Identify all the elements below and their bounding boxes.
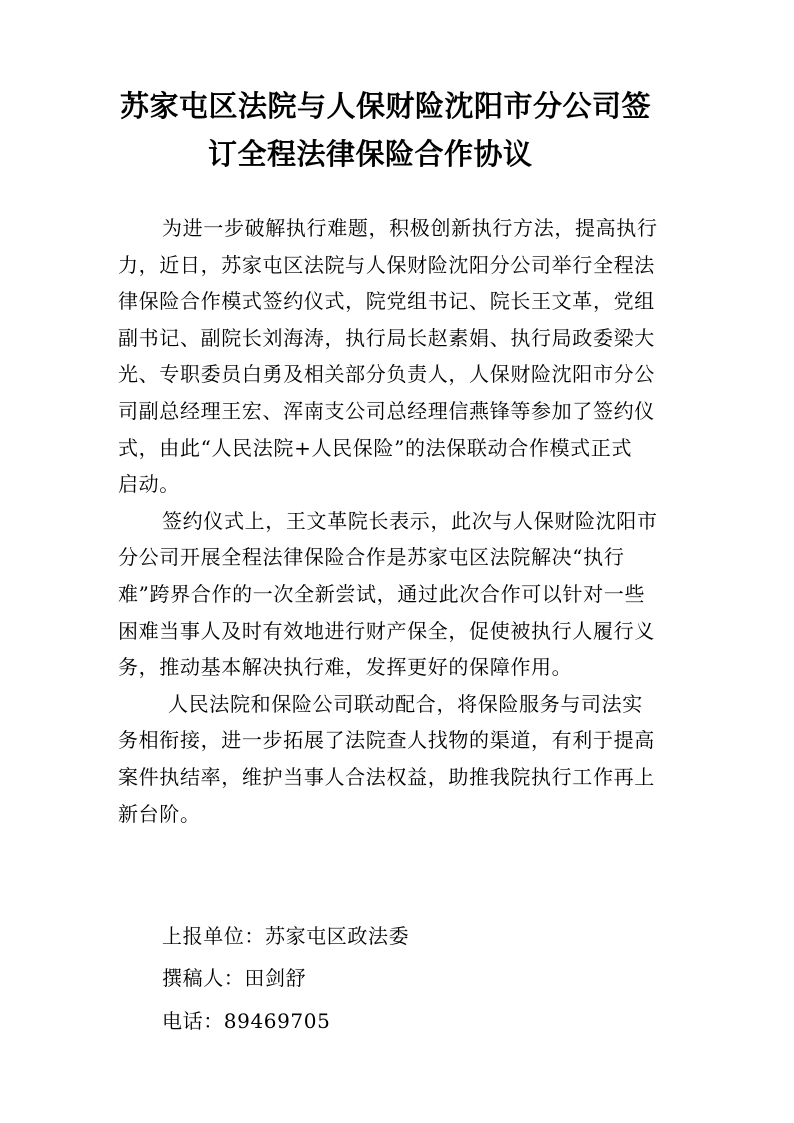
text-line: 律保险合作模式签约仪式，院党组书记、院长王文革，党组 [118,289,655,314]
text-line: 光、专职委员白勇及相关部分负责人，人保财险沈阳市分公 [118,362,655,387]
text-line: 困难当事人及时有效地进行财产保全，促使被执行人履行义 [118,618,655,643]
article-body [118,210,678,832]
title-line-2: 订全程法律保险合作协议 [208,137,533,171]
text-line: 务，推动基本解决执行难，发挥更好的保障作用。 [118,655,573,680]
text-line: 启动。 [118,472,180,497]
text-line: 力，近日，苏家屯区法院与人保财险沈阳分公司举行全程法 [118,252,655,277]
text-line: 式，由此“人民法院+人民保险”的法保联动合作模式正式 [118,435,633,460]
text-line: 为进一步破解执行难题，积极创新执行方法，提高执行 [162,216,658,240]
title-line-1: 苏家屯区法院与人保财险沈阳市分公司签 [120,89,652,123]
text-line: 案件执结率，维护当事人合法权益，助推我院执行工作再上 [118,764,655,789]
reporting-unit: 上报单位：苏家屯区政法委 [162,924,410,948]
text-line: 签约仪式上，王文革院长表示，此次与人保财险沈阳市 [162,508,658,533]
text-line: 司副总经理王宏、浑南支公司总经理信燕锋等参加了签约仪 [118,398,655,423]
text-line: 副书记、副院长刘海涛，执行局长赵素娟、执行局政委梁大 [118,325,655,350]
author: 撰稿人：田剑舒 [162,966,307,990]
phone: 电话：89469705 [162,1009,331,1033]
article-title [120,82,680,178]
paragraph-2 [118,503,678,686]
text-line: 人民法院和保险公司联动配合，将保险服务与司法实 [168,691,643,716]
text-line: 新台阶。 [118,801,201,826]
text-line: 务相衔接，进一步拓展了法院查人找物的渠道，有利于提高 [118,728,655,753]
text-line: 难”跨界合作的一次全新尝试，通过此次合作可以针对一些 [118,581,646,606]
text-line: 分公司开展全程法律保险合作是苏家屯区法院解决“执行 [118,545,625,570]
paragraph-1 [118,210,678,503]
paragraph-3 [118,686,678,832]
